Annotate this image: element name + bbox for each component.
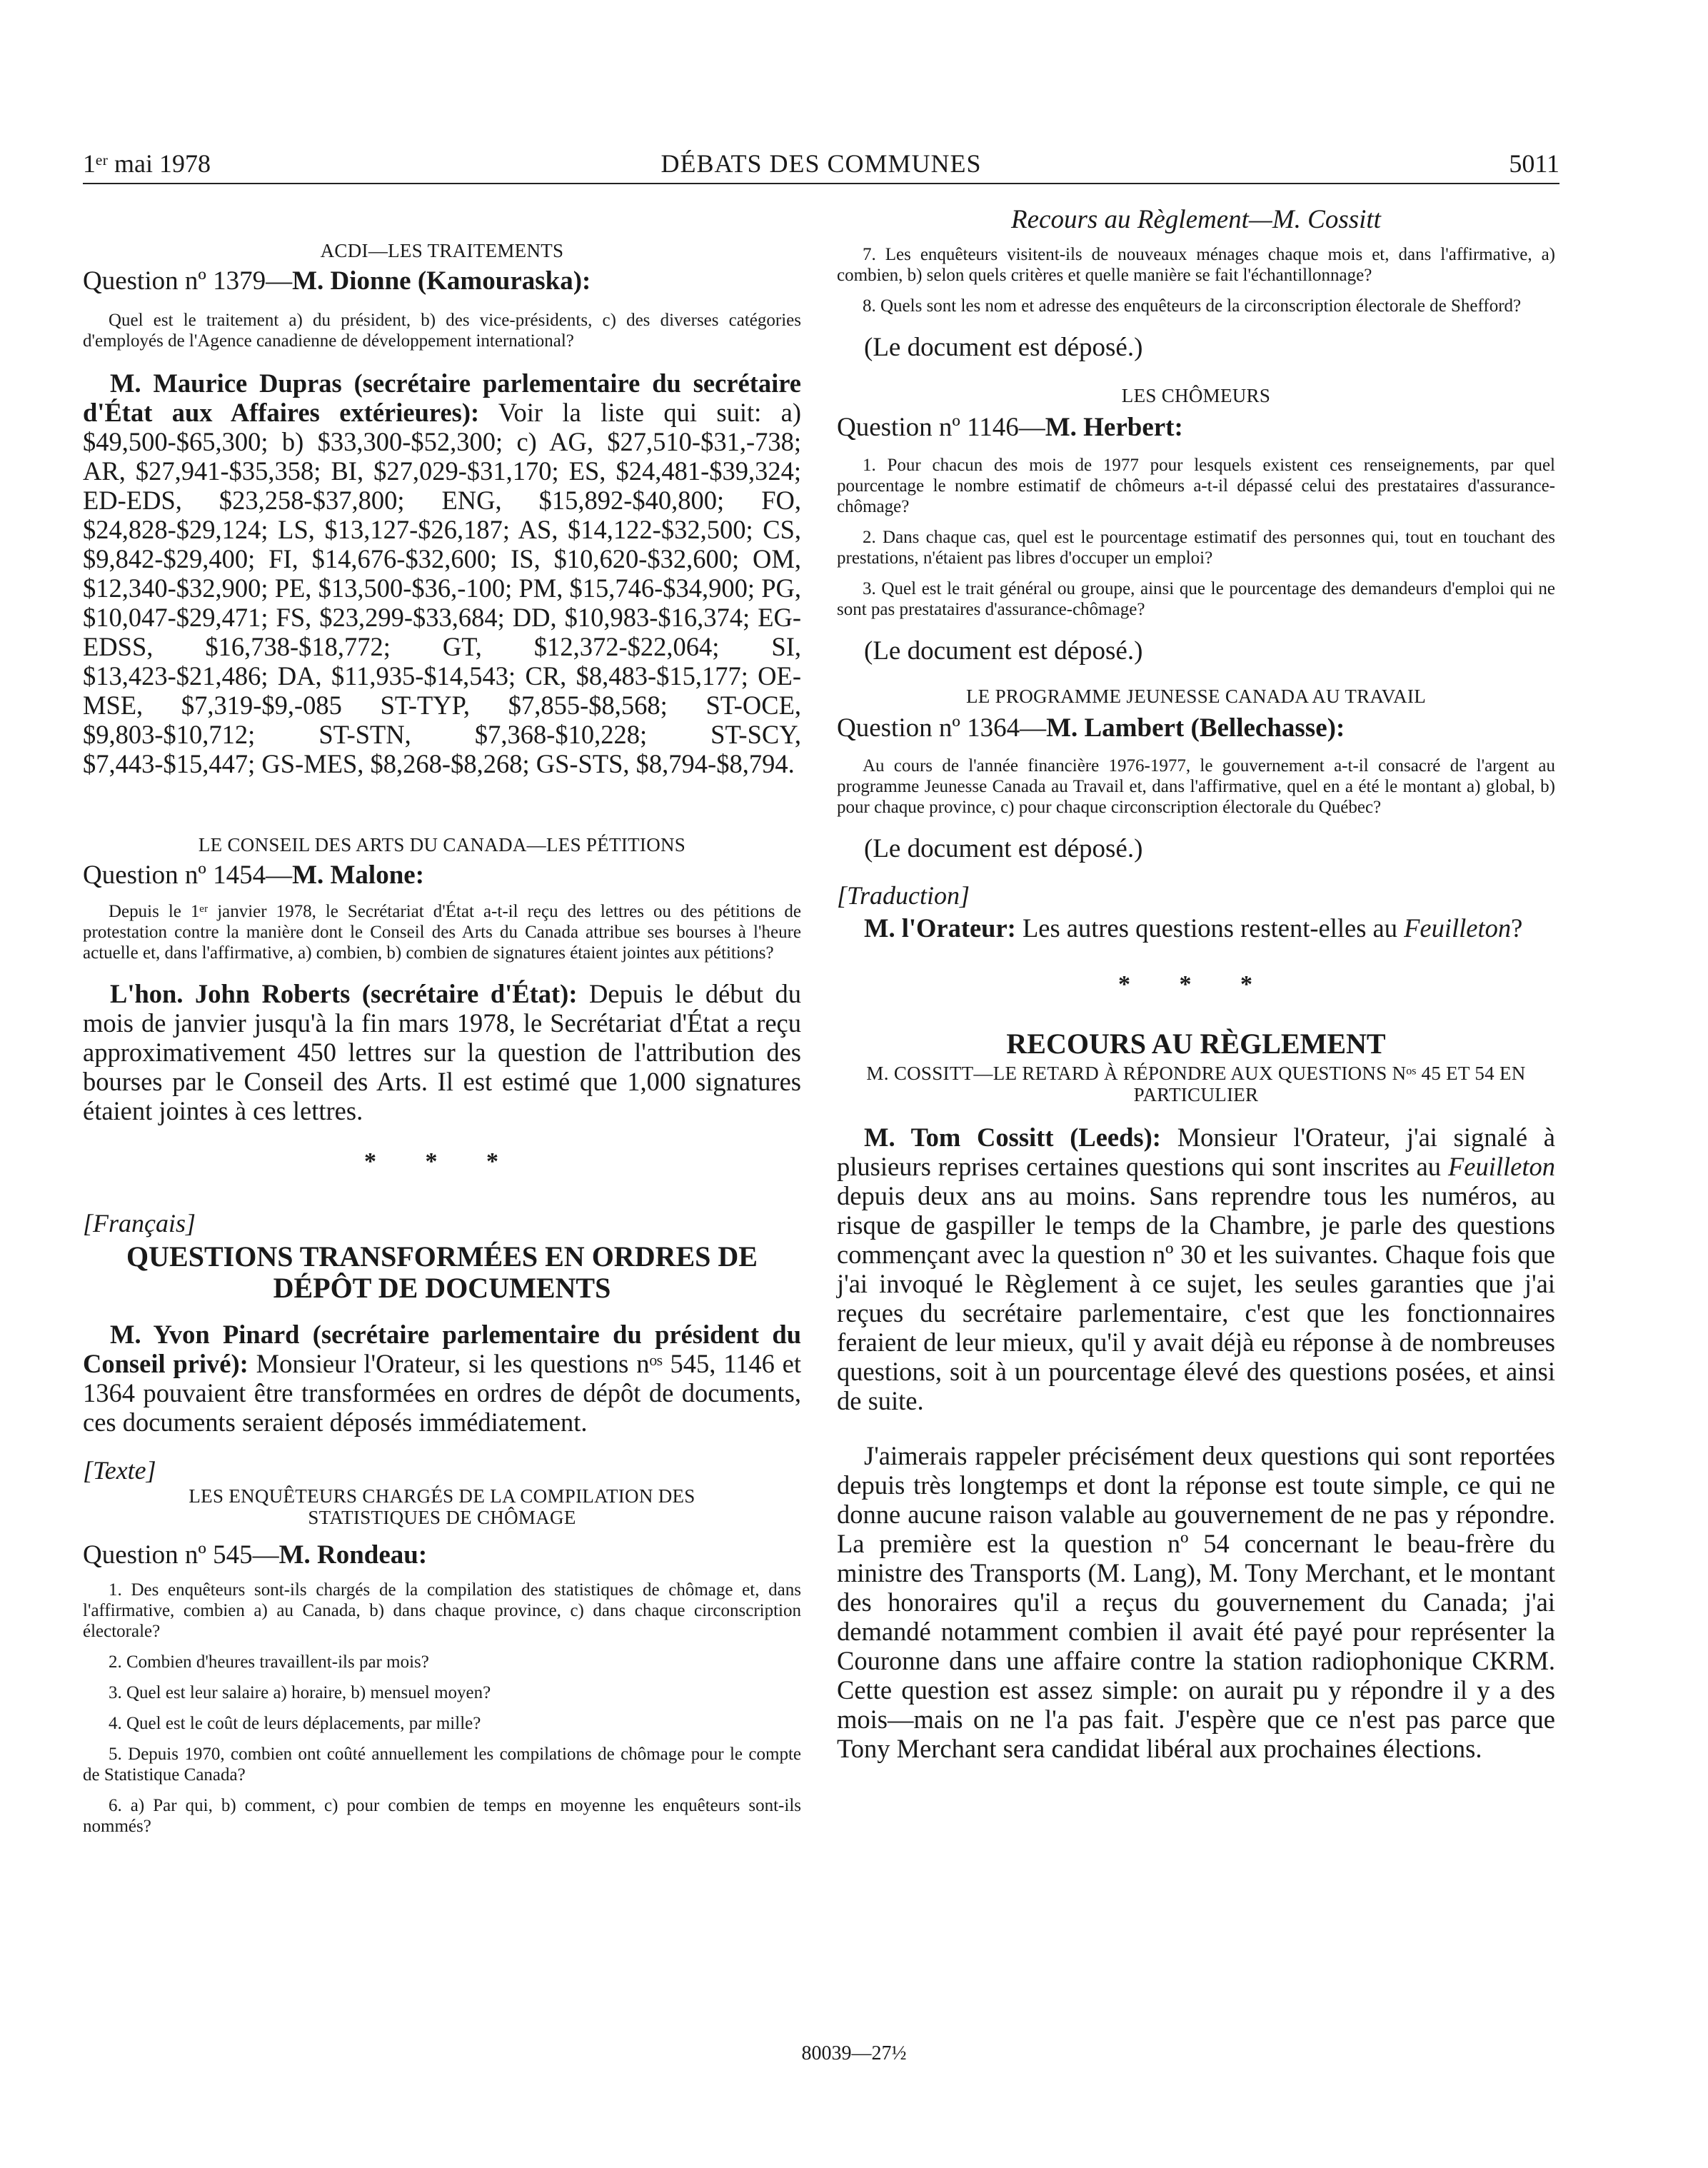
section-caption: LES ENQUÊTEURS CHARGÉS DE LA COMPILATION DES STATISTIQUES DE CHÔMAGE: [189, 1485, 695, 1528]
speech-paragraph: [83, 1320, 801, 1437]
question-number: Question nº 1146—: [837, 413, 1045, 442]
answer-text: Voir la liste qui suit: a) $49,500-$65,300; b) $33,300-$52,300; c) AG, $27,510-$31,-738; AR, $27,941-$35,358; BI, $27,029-$31,170; ES, $24,481-$39,324; ED-EDS, $23,258-$37,800; ENG, $15,892-$40,800; FO, $24,828-$29,124; LS, $13,127-$26,187; AS, $14,122-$32,500; CS, $9,842-$29,400; FI, $14,676-$32,600; IS, $10,620-$32,600; OM, $12,340-$32,900; PE, $13,500-$36,-100; PM, $15,746-$34,900; PG, $10,047-$29,471; FS, $23,299-$33,684; DD, $10,983-$16,374; EG-EDSS, $16,738-$18,772; GT, $12,372-$22,064; SI, $13,423-$21,486; DA, $11,935-$14,543; CR, $8,483-$15,177; OE-MSE, $7,319-$9,-085 ST-TYP, $7,855-$8,568; ST-OCE, $9,803-$10,712; ST-STN, $7,368-$10,228; ST-SCY, $7,443-$15,447; GS-MES, $8,268-$8,268; GS-STS, $8,794-$8,794.: [83, 398, 801, 778]
speech-paragraph: [837, 1123, 1555, 1415]
speech-paragraph: [837, 913, 1555, 943]
answer-text: Depuis le début du mois de janvier jusqu'à la fin mars 1978, le Secrétariat d'État a reçu approximativement 450 lettres sur la question de l'attribution des bourses par le Conseil des Arts. Il est estimé que 1,000 signatures étaient jointes à ces lettres.: [83, 979, 802, 1125]
question-heading: [83, 266, 801, 297]
section-divider: * * *: [364, 1148, 520, 1175]
question-item: 4. Quel est le coût de leurs déplacements, par mille?: [109, 1714, 481, 1733]
question-item: 1. Des enquêteurs sont-ils chargés de la compilation des statistiques de chômage et, dans l'affirmative, combien a) au Canada, b) dans chaque province, c) dans chaque circonscription électorale?: [83, 1580, 801, 1641]
section-caption: LES CHÔMEURS: [1121, 385, 1271, 406]
deposited-note: (Le document est déposé.): [864, 834, 1143, 863]
question-item: 1. Pour chacun des mois de 1977 pour lesquels existent ces renseignements, par quel pourcentage le nombre estimatif de chômeurs a-t-il dépassé celui des prestataires d'assurance-chômage?: [837, 456, 1555, 516]
speech-italic: Feuilleton: [1404, 913, 1512, 943]
question-heading: [837, 713, 1555, 744]
answer-speaker: L'hon. John Roberts (secrétaire d'État):: [110, 979, 578, 1008]
question-heading: [83, 1540, 801, 1571]
question-number: Question nº 545—: [83, 1540, 279, 1570]
question-member: M. Dionne (Kamouraska):: [292, 266, 591, 296]
question-text: Au cours de l'année financière 1976-1977, le gouvernement a-t-il consacré de l'argent au programme Jeunesse Canada au Travail et, dans l'affirmative, quel en a été le montant a) global, b) pour chaque province, c) pour chaque circonscription électorale du Québec?: [837, 756, 1555, 817]
speech-text: Monsieur l'Orateur, j'ai signalé à plusieurs reprises certaines questions qui sont inscrites au: [837, 1123, 1556, 1181]
section-heading: RECOURS AU RÈGLEMENT: [1006, 1028, 1386, 1060]
question-item: 3. Quel est leur salaire a) horaire, b) mensuel moyen?: [109, 1683, 491, 1702]
header-date: 1ᵉʳ mai 1978: [83, 149, 211, 178]
question-text: Quel est le traitement a) du président, b) des vice-présidents, c) des diverses catégories d'employés de l'Agence canadienne de développement international?: [83, 311, 801, 351]
section-caption: M. COSSITT—LE RETARD À RÉPONDRE AUX QUESTIONS Nᵒˢ 45 ET 54 EN PARTICULIER: [866, 1063, 1526, 1105]
question-member: M. Herbert:: [1045, 413, 1183, 442]
question-item: 5. Depuis 1970, combien ont coûté annuellement les compilations de chômage pour le compte de Statistique Canada?: [83, 1745, 801, 1785]
speech-speaker: M. l'Orateur:: [864, 913, 1016, 943]
page-footer: 80039—27½: [801, 2042, 907, 2064]
question-item: 2. Dans chaque cas, quel est le pourcentage estimatif des personnes qui, tout en touchant des prestations, n'étaient pas libres d'occuper un emploi?: [837, 528, 1555, 568]
deposited-note: (Le document est déposé.): [864, 636, 1143, 666]
question-item: 2. Combien d'heures travaillent-ils par mois?: [109, 1652, 429, 1672]
speech-text: Les autres questions restent-elles au: [1022, 913, 1397, 943]
question-number: Question nº 1454—: [83, 860, 293, 890]
question-number: Question nº 1379—: [83, 266, 293, 296]
running-head: Recours au Règlement—M. Cossitt: [1011, 205, 1381, 234]
question-item: 7. Les enquêteurs visitent-ils de nouveaux ménages chaque mois et, dans l'affirmative, a) combien, b) selon quels critères et quelle manière se fait l'échantillonnage?: [837, 245, 1555, 285]
section-divider: * * *: [1118, 971, 1274, 998]
question-member: M. Rondeau:: [278, 1540, 428, 1570]
page-number: 5011: [1509, 149, 1559, 178]
header-title: DÉBATS DES COMMUNES: [660, 149, 982, 178]
deposited-note: (Le document est déposé.): [864, 333, 1143, 362]
question-member: M. Malone:: [292, 860, 425, 890]
question-heading: [83, 860, 801, 891]
page-header: [83, 147, 1559, 184]
answer-paragraph: [83, 979, 801, 1125]
question-item: 8. Quels sont les nom et adresse des enquêteurs de la circonscription électorale de Shefford?: [863, 296, 1522, 316]
section-caption: ACDI—LES TRAITEMENTS: [320, 240, 564, 261]
answer-paragraph: [83, 368, 801, 778]
speech-speaker: M. Tom Cossitt (Leeds):: [864, 1123, 1161, 1152]
answer-speaker: M. Maurice Dupras (secrétaire parlementaire du secrétaire d'État aux Affaires extérieures):: [83, 368, 801, 427]
speech-text: Monsieur l'Orateur, si les questions nᵒˢ 545, 1146 et 1364 pouvaient être transformées en ordres de dépôt de documents, ces documents seraient déposés immédiatement.: [83, 1349, 801, 1437]
language-marker: [Français]: [83, 1209, 196, 1238]
section-caption: LE CONSEIL DES ARTS DU CANADA—LES PÉTITIONS: [198, 834, 686, 855]
speech-end: ?: [1511, 913, 1523, 943]
speech-speaker: M. Yvon Pinard (secrétaire parlementaire du président du Conseil privé):: [83, 1320, 801, 1378]
language-marker: [Traduction]: [837, 881, 970, 910]
question-item: 6. a) Par qui, b) comment, c) pour combien de temps en moyenne les enquêteurs sont-ils nommés?: [83, 1796, 801, 1836]
speech-italic: Feuilleton: [1448, 1152, 1556, 1181]
question-heading: [837, 412, 1555, 443]
language-marker: [Texte]: [83, 1456, 156, 1485]
speech-text: depuis deux ans au moins. Sans reprendre tous les numéros, au risque de gaspiller le temps de la Chambre, je parle des questions commençant avec la question nº 30 et les suivantes. Chaque fois que j'ai invoqué le Règlement à ce sujet, les seules garanties que j'ai reçues du secrétaire parlementaire, c'est que les fonctionnaires feraient de leur mieux, qu'il y avait déjà eu réponse à de nombreuses questions, soit à un pourcentage élevé des questions posées, et ainsi de suite.: [837, 1181, 1555, 1415]
section-heading: QUESTIONS TRANSFORMÉES EN ORDRES DE DÉPÔT DE DOCUMENTS: [126, 1240, 758, 1304]
question-item: 3. Quel est le trait général ou groupe, ainsi que le pourcentage des demandeurs d'emploi qui ne sont pas prestataires d'assurance-chômage?: [837, 579, 1555, 619]
left-column: [83, 200, 801, 1837]
speech-paragraph: J'aimerais rappeler précisément deux questions qui sont reportées depuis très longtemps et dont la réponse est toute simple, ce qui ne donne aucune raison valable au gouvernement de ne pas y répondre. La première est la question nº 54 concernant le beau-frère du ministre des Transports (M. Lang), M. Tony Merchant, et le montant des honoraires qu'il a reçus du gouvernement du Canada; j'ai demandé notamment combien il avait été payé pour représenter la Couronne dans une affaire contre la station radiophonique CKRM. Cette question est assez simple: on aurait pu y répondre il y a des mois—mais on ne l'a pas fait. J'espère que ce n'est pas parce que Tony Merchant sera candidat libéral aux prochaines élections.: [837, 1441, 1555, 1763]
question-items: [83, 1580, 801, 1837]
question-number: Question nº 1364—: [837, 713, 1047, 743]
right-column: [837, 204, 1555, 1763]
section-caption: LE PROGRAMME JEUNESSE CANADA AU TRAVAIL: [965, 686, 1427, 707]
question-member: M. Lambert (Bellechasse):: [1046, 713, 1345, 743]
question-text: Depuis le 1ᵉʳ janvier 1978, le Secrétariat d'État a-t-il reçu des lettres ou des pétitions de protestation contre la manière dont le Conseil des Arts du Canada attribue ses bourses à l'heure actuelle et, dans l'affirmative, a) combien, b) combien de signatures étaient jointes aux pétitions?: [83, 902, 801, 963]
